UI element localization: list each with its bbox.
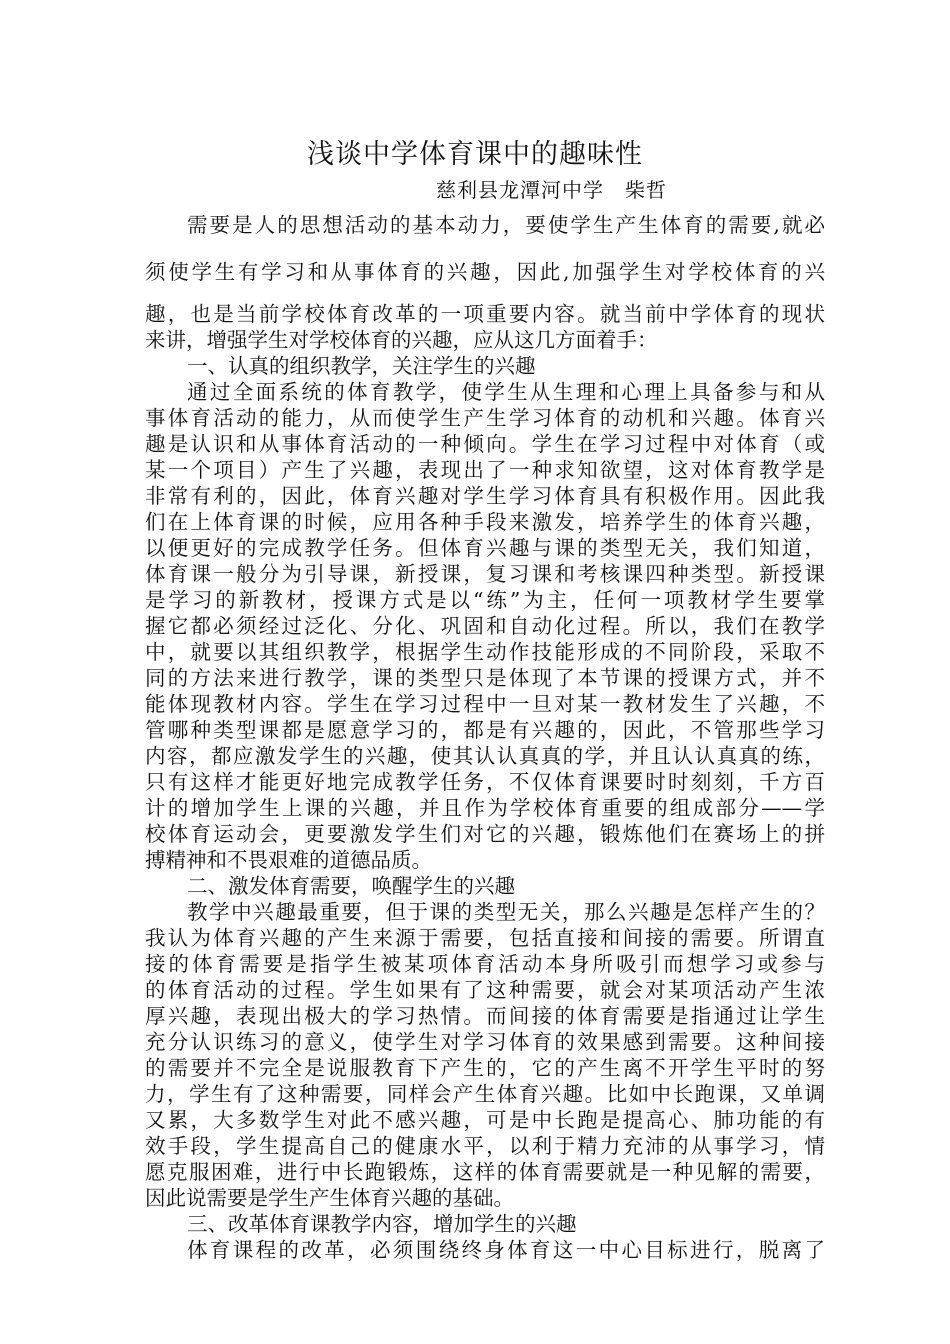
- paragraph-line: 内容，都应激发学生的兴趣，使其认认真真的学，并且认认真真的练，: [145, 744, 825, 768]
- document-author: 慈利县龙潭河中学 柴哲: [436, 178, 667, 202]
- paragraph-line: 须使学生有学习和从事体育的兴趣，因此,加强学生对学校体育的兴: [145, 260, 825, 284]
- paragraph-line: 厚兴趣，表现出极大的学习热情。而间接的体育需要是指通过让学生: [145, 1004, 825, 1028]
- paragraph-line: 充分认识练习的意义，使学生对学习体育的效果感到需要。这种间接: [145, 1030, 825, 1054]
- section-heading: 一、认真的组织教学，关注学生的兴趣: [187, 354, 536, 378]
- paragraph-line: 只有这样才能更好地完成教学任务，不仅体育课要时时刻刻，千方百: [145, 770, 825, 794]
- paragraph-line: 校体育运动会，更要激发学生们对它的兴趣，锻炼他们在赛场上的拼: [145, 822, 825, 846]
- paragraph-line: 需要是人的思想活动的基本动力，要使学生产生体育的需要,就必: [187, 213, 825, 237]
- paragraph-line: 愿克服困难，进行中长跑锻炼，这样的体育需要就是一种见解的需要，: [145, 1160, 825, 1184]
- paragraph-line: 因此说需要是学生产生体育兴趣的基础。: [145, 1186, 514, 1210]
- paragraph-line: 通过全面系统的体育教学，使学生从生理和心理上具备参与和从: [187, 380, 825, 404]
- document-title: 浅谈中学体育课中的趣味性: [307, 139, 643, 170]
- paragraph-line: 趣，也是当前学校体育改革的一项重要内容。就当前中学体育的现状: [145, 302, 825, 326]
- paragraph-line: 握它都必须经过泛化、分化、巩固和自动化过程。所以，我们在教学: [145, 614, 825, 638]
- paragraph-line: 趣是认识和从事体育活动的一种倾向。学生在学习过程中对体育（或: [145, 432, 825, 456]
- paragraph-line: 的体育活动的过程。学生如果有了这种需要，就会对某项活动产生浓: [145, 978, 825, 1002]
- paragraph-line: 搏精神和不畏艰难的道德品质。: [145, 848, 432, 872]
- paragraph-line: 们在上体育课的时候，应用各种手段来激发，培养学生的体育兴趣，: [145, 510, 825, 534]
- paragraph-line: 中，就要以其组织教学，根据学生动作技能形成的不同阶段，采取不: [145, 640, 825, 664]
- paragraph-line: 我认为体育兴趣的产生来源于需要，包括直接和间接的需要。所谓直: [145, 926, 825, 950]
- paragraph-line: 教学中兴趣最重要，但于课的类型无关，那么兴趣是怎样产生的？: [187, 900, 825, 924]
- section-heading: 三、改革体育课教学内容，增加学生的兴趣: [187, 1212, 577, 1236]
- paragraph-line: 来讲，增强学生对学校体育的兴趣，应从这几方面着手：: [145, 328, 658, 352]
- paragraph-line: 事体育活动的能力，从而使学生产生学习体育的动机和兴趣。体育兴: [145, 406, 825, 430]
- paragraph-line: 非常有利的，因此，体育兴趣对学生学习体育具有积极作用。因此我: [145, 484, 825, 508]
- paragraph-line: 体育课一般分为引导课，新授课，复习课和考核课四种类型。新授课: [145, 562, 825, 586]
- paragraph-line: 效手段，学生提高自己的健康水平，以利于精力充沛的从事学习，情: [145, 1134, 825, 1158]
- paragraph-line: 体育课程的改革，必须围绕终身体育这一中心目标进行，脱离了: [187, 1238, 825, 1262]
- paragraph-line: 是学习的新教材，授课方式是以“练”为主，任何一项教材学生要掌: [145, 588, 825, 612]
- paragraph-line: 能体现教材内容。学生在学习过程中一旦对某一教材发生了兴趣，不: [145, 692, 825, 716]
- paragraph-line: 力，学生有了这种需要，同样会产生体育兴趣。比如中长跑课，又单调: [145, 1082, 825, 1106]
- paragraph-line: 的需要并不完全是说服教育下产生的，它的产生离不开学生平时的努: [145, 1056, 825, 1080]
- paragraph-line: 同的方法来进行教学，课的类型只是体现了本节课的授课方式，并不: [145, 666, 825, 690]
- paragraph-line: 计的增加学生上课的兴趣，并且作为学校体育重要的组成部分——学: [145, 796, 825, 820]
- paragraph-line: 接的体育需要是指学生被某项体育活动本身所吸引而想学习或参与: [145, 952, 825, 976]
- paragraph-line: 又累，大多数学生对此不感兴趣，可是中长跑是提高心、肺功能的有: [145, 1108, 825, 1132]
- paragraph-line: 管哪种类型课都是愿意学习的，都是有兴趣的，因此，不管那些学习: [145, 718, 825, 742]
- paragraph-line: 以便更好的完成教学任务。但体育兴趣与课的类型无关，我们知道，: [145, 536, 825, 560]
- paragraph-line: 某一个项目）产生了兴趣，表现出了一种求知欲望，这对体育教学是: [145, 458, 825, 482]
- section-heading: 二、激发体育需要，唤醒学生的兴趣: [187, 874, 515, 898]
